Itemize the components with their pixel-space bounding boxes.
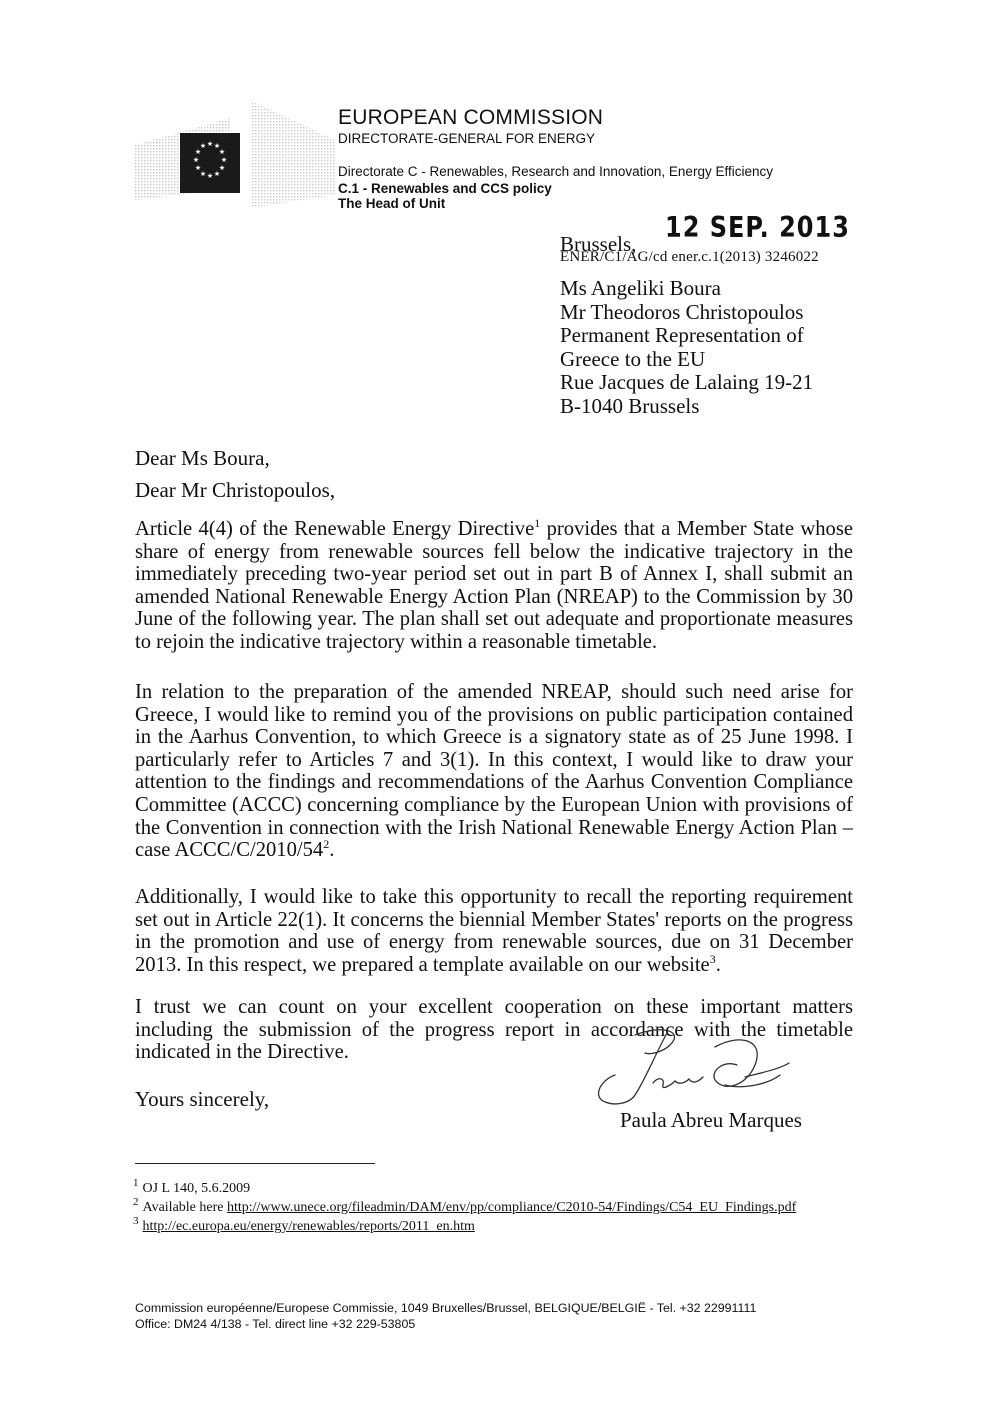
directorate: Directorate C - Renewables, Research and Innovation, Energy Efficiency xyxy=(338,164,773,179)
body-paragraph-4: I trust we can count on your excellent cooperation on these important matters including the submission of the progress report in accordance with the timetable indicated in the Directive. xyxy=(135,996,853,1064)
organisation-name: EUROPEAN COMMISSION xyxy=(338,106,604,129)
address-line: Greece to the EU xyxy=(560,346,706,371)
role: The Head of Unit xyxy=(338,196,446,211)
footnote-ref: 1 xyxy=(534,516,541,531)
svg-text:★: ★ xyxy=(213,170,221,178)
svg-text:★: ★ xyxy=(206,140,214,148)
footnote-link[interactable]: http://ec.europa.eu/energy/renewables/reports/2011_en.htm xyxy=(142,1219,475,1234)
svg-text:★: ★ xyxy=(192,156,200,164)
valediction: Yours sincerely, xyxy=(135,1087,270,1111)
footer-address: Commission européenne/Europese Commissie, 1049 Bruxelles/Brussel, BELGIQUE/BELGIË - Tel. +32 22991111 xyxy=(135,1301,757,1315)
footnote-ref: 2 xyxy=(323,837,330,852)
footnote-divider xyxy=(135,1163,375,1164)
svg-text:★: ★ xyxy=(194,148,202,156)
footnote-1: $^1$ OJ L 140, 5.6.2009 xyxy=(133,1177,251,1196)
address-line: Rue Jacques de Lalaing 19-21 xyxy=(560,370,814,394)
svg-text:★: ★ xyxy=(218,164,226,172)
place: Brussels, xyxy=(560,232,637,256)
svg-text:★: ★ xyxy=(194,164,202,172)
address-line: Mr Theodoros Christopoulos xyxy=(560,299,804,324)
address-line: Ms Angeliki Boura xyxy=(560,276,721,300)
svg-text:★: ★ xyxy=(199,142,207,150)
footer-office: Office: DM24 4/138 - Tel. direct line +32 229-53805 xyxy=(135,1317,416,1331)
salutation-line-2: Dear Mr Christopoulos, xyxy=(135,478,336,502)
footnote-3: $^3$ http://ec.europa.eu/energy/renewables/reports/2011_en.htm xyxy=(133,1215,475,1234)
body-paragraph-3: Additionally, I would like to take this opportunity to recall the reporting requirement set out in Article 22(1). It concerns the biennial Member States' reports on the progress in the promotion and use of energy from renewable sources, due on 31 December 2013. In this respect, we prepared a template available on our website$^3$. xyxy=(135,886,853,976)
body-paragraph-1: Article 4(4) of the Renewable Energy Directive$^1$ provides that a Member State whose share of energy from renewable sources fell below the indicative trajectory in the immediately preceding two-year period set out in part B of Annex I, shall submit an amended National Renewable Energy Action Plan (NREAP) to the Commission by 30 June of the following year. The plan shall set out adequate and proportionate measures to rejoin the indicative trajectory within a reasonable timetable. xyxy=(135,516,853,653)
handwritten-signature-icon xyxy=(575,1025,795,1110)
date-stamp: 12 SEP. 2013 xyxy=(665,211,850,245)
reference-number: ENER/C1/AG/cd ener.c.1(2013) 3246022 xyxy=(560,249,819,265)
footnote-link[interactable]: http://www.unece.org/fileadmin/DAM/env/pp/compliance/C2010-54/Findings/C54_EU_Findings.pdf xyxy=(226,1200,797,1215)
address-line: B-1040 Brussels xyxy=(560,393,700,418)
address-line: Permanent Representation of xyxy=(560,323,804,347)
recipient-address xyxy=(560,277,813,418)
svg-text:★: ★ xyxy=(206,172,214,180)
footnote-ref: 3 xyxy=(709,951,716,966)
footnote-2: $^2$ Available here http://www.unece.org/fileadmin/DAM/env/pp/compliance/C2010-54/Findings/C54_EU_Findings.pdf xyxy=(133,1196,797,1215)
unit: C.1 - Renewables and CCS policy xyxy=(338,181,552,196)
eu-flag-logo-icon xyxy=(135,100,335,210)
salutation-line-1: Dear Ms Boura, xyxy=(135,446,270,470)
body-paragraph-2: In relation to the preparation of the amended NREAP, should such need arise for Greece, I would like to remind you of the provisions on public participation contained in the Aarhus Convention, to which Greece is a signatory state as of 25 June 1998. I particularly refer to Articles 7 and 3(1). In this context, I would like to draw your attention to the findings and recommendations of the Aarhus Convention Compliance Committee (ACCC) concerning compliance by the European Union with provisions of the Convention in connection with the Irish National Renewable Energy Action Plan – case ACCC/$C/2010/54^2$. xyxy=(135,681,853,862)
directorate-general: DIRECTORATE-GENERAL FOR ENERGY xyxy=(338,131,596,146)
signer-name: Paula Abreu Marques xyxy=(620,1108,802,1132)
svg-text:★: ★ xyxy=(199,170,207,178)
svg-text:★: ★ xyxy=(218,148,226,156)
svg-text:★: ★ xyxy=(213,142,221,150)
svg-text:★: ★ xyxy=(220,156,228,164)
